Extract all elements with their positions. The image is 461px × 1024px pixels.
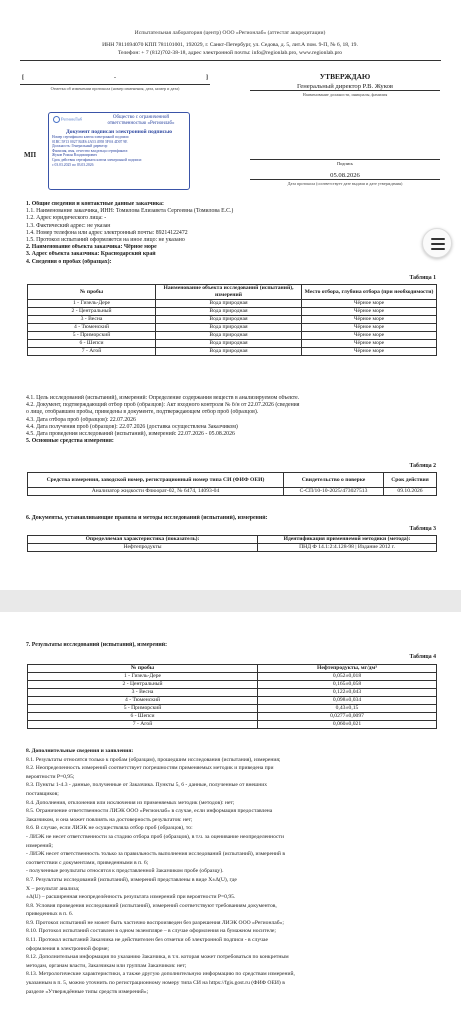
stamp-row: Жуков Роман Владимирович: [52, 153, 97, 158]
section-8-line: 8.6. В случае, если ЛИЭК не осуществляла отбор проб (образцов), то:: [26, 825, 193, 832]
table-cell: Чёрное море: [302, 332, 437, 340]
bracket-right: ]: [206, 75, 208, 81]
seal-place-label: МП: [24, 151, 37, 159]
section-8-line: - ЛИЭК несет ответственность только за правильность выполнения исследований (испытаний), измерений в: [26, 851, 285, 858]
table-cell: 6 - Шепси: [28, 713, 258, 721]
table-cell: Вода природная: [156, 348, 302, 356]
section-4-line: 4.4. Дата получения проб (образцов): 22.07.2026 (доставка осуществлена Заказчиком): [26, 423, 238, 430]
table-row: [28, 300, 437, 308]
table-row: [28, 681, 437, 689]
section-4-line: 4.3. Дата отбора проб (образцов): 22.07.2026: [26, 416, 136, 423]
regionlab-logo: РегионЛаб: [53, 116, 82, 123]
table-header-cell: Наименование объекта исследований (испытаний), измерений: [156, 285, 302, 300]
section-8-line: 8.3. Пункты 1-4.3 - данные, полученные от Заказчика. Пункты 5, 6 - данные, полученные от внешних: [26, 782, 268, 789]
section-8-line: 8.10. Протокол испытаний составлен в одном экземпляре – в случае оформления на бумажном носителе;: [26, 928, 276, 935]
samples-table: [27, 284, 437, 356]
approval-date-caption: Дата протокола (соответствует дате выдачи и дате утверждения): [287, 181, 403, 186]
table-header-row: [28, 536, 437, 544]
section-5-title: 5. Основные средства измерения:: [26, 438, 114, 445]
section-8-line: соответствии с документами, приведенными в п. 6;: [26, 859, 149, 866]
table-cell: Вода природная: [156, 308, 302, 316]
section-1-title: 1. Общие сведения и контактные данные заказчика:: [26, 201, 164, 207]
section-1-line: 1.1. Наименование заказчика, ИНН: Томилова Елизавета Сергеевна (Томилова Е.С.): [26, 208, 234, 215]
table-cell: С-СП/10-10-2025/473027513: [284, 488, 384, 496]
table-cell: 7 - Агой: [28, 348, 156, 356]
table-row: [28, 324, 437, 332]
table-header-cell: Нефтепродукты, мг/дм³: [258, 665, 437, 673]
menu-icon: [431, 238, 445, 240]
section-8-line: измерений;: [26, 842, 53, 849]
signature-caption: Подпись: [250, 159, 440, 166]
section-4-details: [26, 395, 438, 445]
results-table: [27, 664, 437, 729]
section-8-line: поставщиков;: [26, 790, 59, 797]
registration-dash: -: [114, 75, 116, 81]
table-row: [28, 697, 437, 705]
table-cell: 09.10.2026: [384, 488, 437, 496]
change-registration-caption: Отметка об изменении протокола (номер изменения, дата, номер и дата): [50, 86, 180, 91]
section-2: 2. Наименование объекта заказчика: Чёрное море: [26, 244, 157, 251]
table-cell: Чёрное море: [302, 308, 437, 316]
stamp-row: Фамилия, имя, отчество владельца сертификата:: [52, 148, 129, 153]
table-cell: 0,0277±0,0097: [258, 713, 437, 721]
table-cell: 3 - Весна: [28, 316, 156, 324]
table-cell: 3 - Весна: [28, 689, 258, 697]
section-8-line: 8.7. Результаты исследований (испытаний), измерений представлены в виде X±Δ(U), где: [26, 876, 237, 883]
table-cell: 0,098±0,034: [258, 697, 437, 705]
section-4-line: о лице, отобравшем пробы, приведены в документе, подтверждающем отбор проб (образцов).: [26, 409, 259, 416]
table-row: [28, 689, 437, 697]
menu-icon: [431, 248, 445, 250]
section-8-line: - ЛИЭК не несет ответственности за стадию отбора проб (образцов), в т.ч. за оценивание неопределенности: [26, 833, 284, 840]
section-8-line: 8.5. Ограничение ответственности ЛИЭК ООО «Регионлаб» в случае, если информация предоставлена: [26, 808, 273, 815]
section-8-line: 8.8. Условия проведения исследований (испытаний), измерений соответствуют требованиям документов,: [26, 902, 277, 909]
table-cell: 5 - Приморский: [28, 332, 156, 340]
stamp-row: 01BC 5F13 0027 B4E6 4A53 4958 5F0A 4D07 9E: [52, 139, 128, 144]
table-header-cell: Идентификация применяемой методики (метода):: [258, 536, 437, 544]
table-cell: 4 - Тюменский: [28, 324, 156, 332]
table-cell: Чёрное море: [302, 324, 437, 332]
menu-button[interactable]: [422, 228, 452, 258]
section-8-line: 8.1. Результаты относятся только к пробам (образцам), прошедшим исследования (испытания), измерения;: [26, 756, 281, 763]
table-cell: 4 - Тюменский: [28, 697, 258, 705]
section-8-title: 8. Дополнительные сведения и заявления:: [26, 748, 134, 754]
section-1-line: 1.2. Адрес юридического лица: -: [26, 215, 107, 222]
table-cell: 0,43±0,15: [258, 705, 437, 713]
section-3: 3. Адрес объекта заказчика: Краснодарский край: [26, 251, 156, 258]
table-row: [28, 673, 437, 681]
section-8-line: 8.4. Дополнения, отклонения или исключения из применяемых методик (методов): нет;: [26, 799, 235, 806]
table-cell: 7 - Агой: [28, 721, 258, 729]
table-cell: 6 - Шепси: [28, 340, 156, 348]
table-row: [28, 721, 437, 729]
section-4-line: 4.1. Цель исследований (испытаний), измерений: Определение содержания веществ в анализируемом объекте.: [26, 395, 300, 401]
table-cell: Чёрное море: [302, 316, 437, 324]
table-3-caption: Таблица 3: [409, 526, 436, 532]
table-cell: 0,122±0,043: [258, 689, 437, 697]
bracket-left: [: [22, 75, 24, 81]
table-cell: Нефтепродукты: [28, 544, 258, 552]
approver-name-caption: Наименование должности, инициалы, фамилия: [302, 92, 388, 97]
section-4-line: 4.5. Дата проведения исследований (испытаний), измерений: 22.07.2026 - 05.08.2026: [26, 431, 235, 438]
section-8-line: 8.11. Протокол испытаний Заказчика не действителен без отметки об электронной подписи - в случае: [26, 937, 268, 944]
table-row: [28, 713, 437, 721]
instruments-table: [27, 472, 437, 496]
page-separator: [0, 590, 461, 612]
section-8-line: указанным в п. 5, можно уточнить по регистрационному номеру типа СИ на https://fgis.gost.ru (ФИФ ОЕИ) в: [26, 980, 285, 987]
table-cell: 5 - Приморский: [28, 705, 258, 713]
stamp-row: с 03.03.2025 по 03.03.2026: [52, 162, 94, 167]
section-8-line: 8.2. Неопределенность измерений соответствует погрешностям применяемых методик и приведена при: [26, 765, 274, 772]
table-cell: 1 - Гизель-Дере: [28, 300, 156, 308]
table-cell: Вода природная: [156, 332, 302, 340]
table-cell: Чёрное море: [302, 300, 437, 308]
table-header-cell: Срок действия: [384, 473, 437, 488]
header-divider: [20, 60, 441, 61]
table-row: [28, 705, 437, 713]
table-cell: 1 - Гизель-Дере: [28, 673, 258, 681]
section-8-line: приведенных в п. 6.: [26, 911, 74, 918]
section-8-line: 8.9. Протокол испытаний не может быть частично воспроизведен без разрешения ЛИЭК ООО «Регионлаб»;: [26, 919, 284, 926]
section-6: [26, 515, 438, 522]
header-contacts-line: Телефон: + 7 (812)702-38-18, адрес электронной почты: info@regionlab.pro, www.regionlab.pro: [117, 50, 343, 56]
table-cell: Вода природная: [156, 300, 302, 308]
table-row: [28, 348, 437, 356]
section-8-line: вероятности Р=0,95;: [26, 773, 75, 780]
table-cell: 0,165±0,058: [258, 681, 437, 689]
approval-title: УТВЕРЖДАЮ: [319, 72, 371, 81]
approval-block: [250, 72, 440, 186]
section-7: [26, 642, 438, 649]
table-cell: ПНД Ф 14.1:2:4.128-98 | Издание 2012 г.: [258, 544, 437, 552]
section-1-line: 1.5. Протокол испытаний оформляется на иное лицо: не указано: [26, 237, 185, 244]
table-1-caption: Таблица 1: [409, 275, 436, 281]
section-1-line: 1.3. Фактический адрес: не указан: [26, 222, 111, 229]
table-cell: 0,060±0,021: [258, 721, 437, 729]
stamp-row: Срок действия сертификата ключа электронной подписи:: [52, 157, 143, 162]
section-8-line: Заказчиком, и она может повлиять на достоверность результатов: нет;: [26, 816, 193, 823]
menu-icon: [431, 243, 445, 245]
stamp-row: Номер сертификата ключа электронной подписи:: [52, 135, 130, 139]
table-cell: Вода природная: [156, 340, 302, 348]
section-8-line: 8.13. Метрологические характеристики, а также другую дополнительную информацию по средствам измерений,: [26, 971, 295, 978]
table-header-cell: Определяемая характеристика (показатель):: [28, 536, 258, 544]
table-header-cell: Место отбора, глубина отбора (при необходимости): [302, 285, 437, 300]
table-row: [28, 340, 437, 348]
table-2-caption: Таблица 2: [409, 463, 436, 469]
approver-name: Генеральный директор Р.В. Жуков: [250, 83, 440, 91]
section-7-title: 7. Результаты исследований (испытаний), измерений:: [26, 642, 168, 648]
section-8: [26, 747, 438, 996]
section-1-line: 1.4. Номер телефона или адрес электронный почты: 89214122472: [26, 229, 188, 236]
table-row: [28, 308, 437, 316]
table-row: [28, 316, 437, 324]
change-registration: [20, 75, 210, 91]
table-cell: 2 - Центральный: [28, 681, 258, 689]
header-cropped-line: Испытательная лаборатория (центр) ООО «Регионлаб» (аттестат аккредитации): [134, 30, 326, 36]
section-1: [26, 201, 438, 266]
table-header-row: [28, 285, 437, 300]
table-cell: Анализатор жидкости Флюорат-02, № 6474, 14093-04: [28, 488, 284, 496]
table-cell: 0,052±0,018: [258, 673, 437, 681]
table-row: [28, 332, 437, 340]
table-cell: Вода природная: [156, 324, 302, 332]
section-8-line: ±Δ(U) – расширенная неопределённость результата измерений при вероятности Р=0,95.: [26, 894, 236, 901]
methods-table: [27, 535, 437, 552]
section-8-line: - полученные результаты относятся к представленной Заказчиком пробе (образцу).: [26, 868, 224, 875]
stamp-row: Должность: Генеральный директор: [52, 144, 108, 149]
change-registration-line: [20, 75, 210, 85]
approval-date: 05.08.2026: [250, 172, 440, 180]
table-row: [28, 544, 437, 552]
table-header-cell: Средства измерения, заводской номер, регистрационный номер типа СИ (ФИФ ОЕИ): [28, 473, 284, 488]
section-6-title: 6. Документы, устанавливающие правила и методы исследований (испытаний), измерений:: [26, 515, 268, 521]
electronic-signature-stamp: [48, 112, 190, 190]
table-cell: Чёрное море: [302, 348, 437, 356]
table-cell: Чёрное море: [302, 340, 437, 348]
section-8-line: X – результат анализа;: [26, 885, 80, 892]
section-8-line: 8.12. Дополнительная информация по указанию Заказчика, в т.ч. которая может потребоваться по конкретным: [26, 954, 289, 961]
logo-circle-icon: [53, 116, 60, 123]
stamp-title: Документ подписан электронной подписью: [66, 129, 172, 135]
table-header-row: [28, 473, 437, 488]
table-cell: 2 - Центральный: [28, 308, 156, 316]
table-row: [28, 488, 437, 496]
section-4-title: 4. Сведения о пробах (образцах):: [26, 258, 112, 265]
section-8-line: методам, органам власти, Заказчикам или группам Заказчиков: нет;: [26, 962, 187, 969]
stamp-org: Общество с ограниченной ответственностью «Регионлаб»: [107, 115, 175, 126]
section-8-line: оформления в электронной форме;: [26, 945, 109, 952]
section-4-line: 4.2. Документ, подтверждающий отбор проб (образцов): Акт входного контроля № б/н от 22.07.2026 (сведения: [26, 402, 300, 409]
table-header-cell: № пробы: [28, 665, 258, 673]
table-header-cell: Свидетельство о поверке: [284, 473, 384, 488]
section-8-line: разделе «Утверждённые типы средств измерений»;: [26, 988, 149, 995]
table-header-cell: № пробы: [28, 285, 156, 300]
protocol-page-2: [0, 612, 461, 1024]
table-header-row: [28, 665, 437, 673]
header-address-line: ИНН 7811694070 КПП 781101001, 192029, г. Санкт-Петербург, ул. Седова, д. 5, лит.А пом. 9-П, № 6, 18, 19.: [102, 42, 358, 48]
table-4-caption: Таблица 4: [409, 654, 436, 660]
table-cell: Вода природная: [156, 316, 302, 324]
